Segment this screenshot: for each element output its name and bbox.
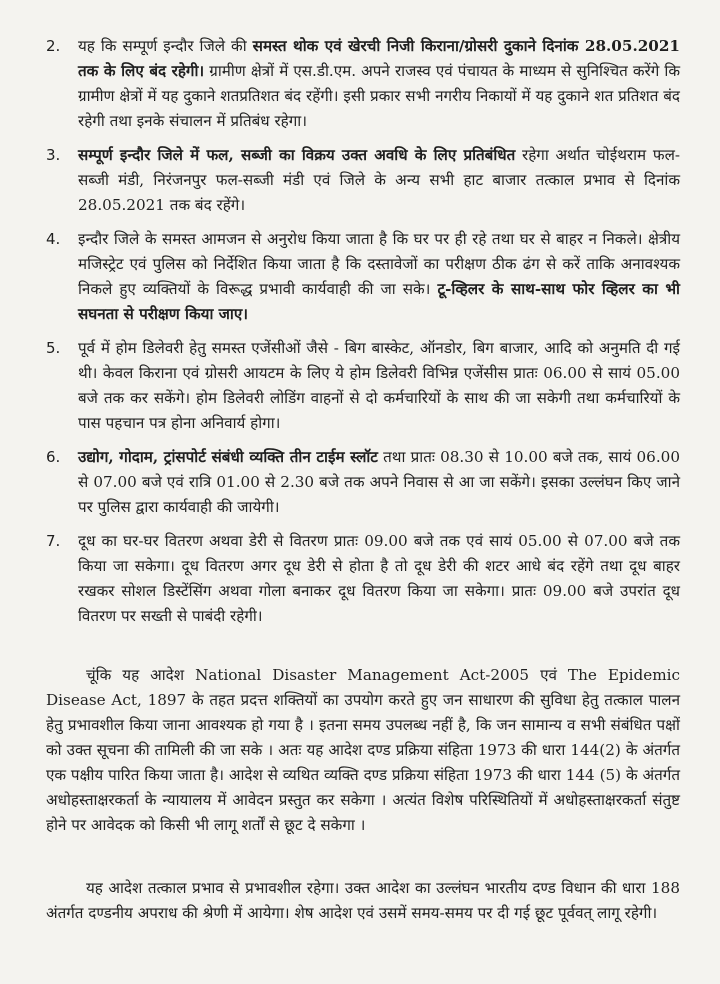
item-number: 6.	[46, 448, 61, 466]
order-item	[46, 336, 680, 436]
order-item	[46, 34, 680, 134]
legal-basis-paragraph: चूंकि यह आदेश National Disaster Management Act-2005 एवं The Epidemic Disease Act, 1897 के तहत प्रदत्त शक्तियों का उपयोग करते हुए जन साधारण की सुविधा हेतु तत्काल पालन हेतु प्रभावशील किया जाना आवश्यक हो गया है । इतना समय उपलब्ध नहीं है, कि जन सामान्य व सभी संबंधित पक्षों को उक्त सूचना की तामिली की जा सके । अतः यह आदेश दण्ड प्रक्रिया संहिता 1973 की धारा 144(2) के अंतर्गत एक पक्षीय पारित किया जाता है। आदेश से व्यथित व्यक्ति दण्ड प्रक्रिया संहिता 1973 की धारा 144 (5) के अंतर्गत अधोहस्ताक्षरकर्ता के न्यायालय में आवेदन प्रस्तुत कर सकेगा । अत्यंत विशेष परिस्थितियों में अधोहस्ताक्षरकर्ता संतुष्ट होने पर आवेदक को किसी भी लागू शर्तों से छूट दे सकेगा ।	[46, 666, 680, 834]
item-text: यह कि सम्पूर्ण इन्दौर जिले की समस्त थोक एवं खेरची निजी किराना/ग्रोसरी दुकाने दिनांक 28.05.2021 तक के लिए बंद रहेगी। ग्रामीण क्षेत्रों में एस.डी.एम. अपने राजस्व एवं पंचायत के माध्यम से सुनिश्चित करेंगे कि ग्रामीण क्षेत्रों में यह दुकाने शतप्रतिशत बंद रहेंगी। इसी प्रकार सभी नगरीय निकायों में यह दुकाने शत प्रतिशत बंद रहेगी तथा इनके संचालन में प्रतिबंध रहेगा।	[78, 37, 680, 130]
item-text: पूर्व में होम डिलेवरी हेतु समस्त एजेंसीओं जैसे - बिग बास्केट, ऑनडोर, बिग बाजार, आदि को अनुमति दी गई थी। केवल किराना एवं ग्रोसरी आयटम के लिए ये होम डिलेवरी विभिन्न एजेंसीस प्रातः 06.00 से सायं 05.00 बजे तक कर सकेंगे। होम डिलेवरी लोडिंग वाहनों से दो कर्मचारियों के साथ की जा सकेगी तथा कर्मचारियों के पास पहचान पत्र होना अनिवार्य होगा।	[78, 339, 681, 432]
order-item	[46, 143, 680, 218]
item-text: दूध का घर-घर वितरण अथवा डेरी से वितरण प्रातः 09.00 बजे तक एवं सायं 05.00 से 07.00 बजे तक किया जा सकेगा। दूध वितरण अगर दूध डेरी से होता है तो दूध डेरी की शटर आधे बंद रहेंगे तथा दूध बाहर रखकर सोशल डिस्टेंसिंग अथवा गोला बनाकर दूध वितरण किया जा सकेगा। प्रातः 09.00 बजे उपरांत दूध वितरण पर सख्ती से पाबंदी रहेगी।	[78, 532, 680, 625]
effect-paragraph: यह आदेश तत्काल प्रभाव से प्रभावशील रहेगा। उक्त आदेश का उल्लंघन भारतीय दण्ड विधान की धारा 188 अंतर्गत दण्डनीय अपराध की श्रेणी में आयेगा। शेष आदेश एवं उसमें समय-समय पर दी गई छूट पूर्ववत् लागू रहेगी।	[46, 879, 680, 922]
order-item	[46, 529, 680, 629]
order-items-list	[46, 34, 680, 629]
item-number: 2.	[46, 37, 61, 55]
order-item	[46, 227, 680, 327]
item-text: उद्योग, गोदाम, ट्रांसपोर्ट संबंधी व्यक्ति तीन टाईम स्लॉट तथा प्रातः 08.30 से 10.00 बजे तक, सायं 06.00 से 07.00 बजे एवं रात्रि 01.00 से 2.30 बजे तक अपने निवास से आ जा सकेंगे। इसका उल्लंघन किए जाने पर पुलिस द्वारा कार्यवाही की जायेगी।	[78, 448, 680, 516]
item-number: 3.	[46, 146, 61, 164]
item-number: 5.	[46, 339, 61, 357]
item-text: इन्दौर जिले के समस्त आमजन से अनुरोध किया जाता है कि घर पर ही रहे तथा घर से बाहर न निकले। क्षेत्रीय मजिस्ट्रेट एवं पुलिस को निर्देशित किया जाता है कि दस्तावेजों का परीक्षण ठीक ढंग से करें ताकि अनावश्यक निकले हुए व्यक्तियों के विरूद्ध प्रभावी कार्यवाही की जा सके। टू-व्हिलर के साथ-साथ फोर व्हिलर का भी सघनता से परीक्षण किया जाए।	[78, 230, 680, 323]
item-text: सम्पूर्ण इन्दौर जिले में फल, सब्जी का विक्रय उक्त अवधि के लिए प्रतिबंधित रहेगा अर्थात चोईथराम फल-सब्जी मंडी, निरंजनपुर फल-सब्जी मंडी एवं जिले के अन्य सभी हाट बाजार तत्काल प्रभाव से दिनांक 28.05.2021 तक बंद रहेंगे।	[78, 146, 681, 214]
item-number: 7.	[46, 532, 61, 550]
item-number: 4.	[46, 230, 61, 248]
order-item	[46, 445, 680, 520]
